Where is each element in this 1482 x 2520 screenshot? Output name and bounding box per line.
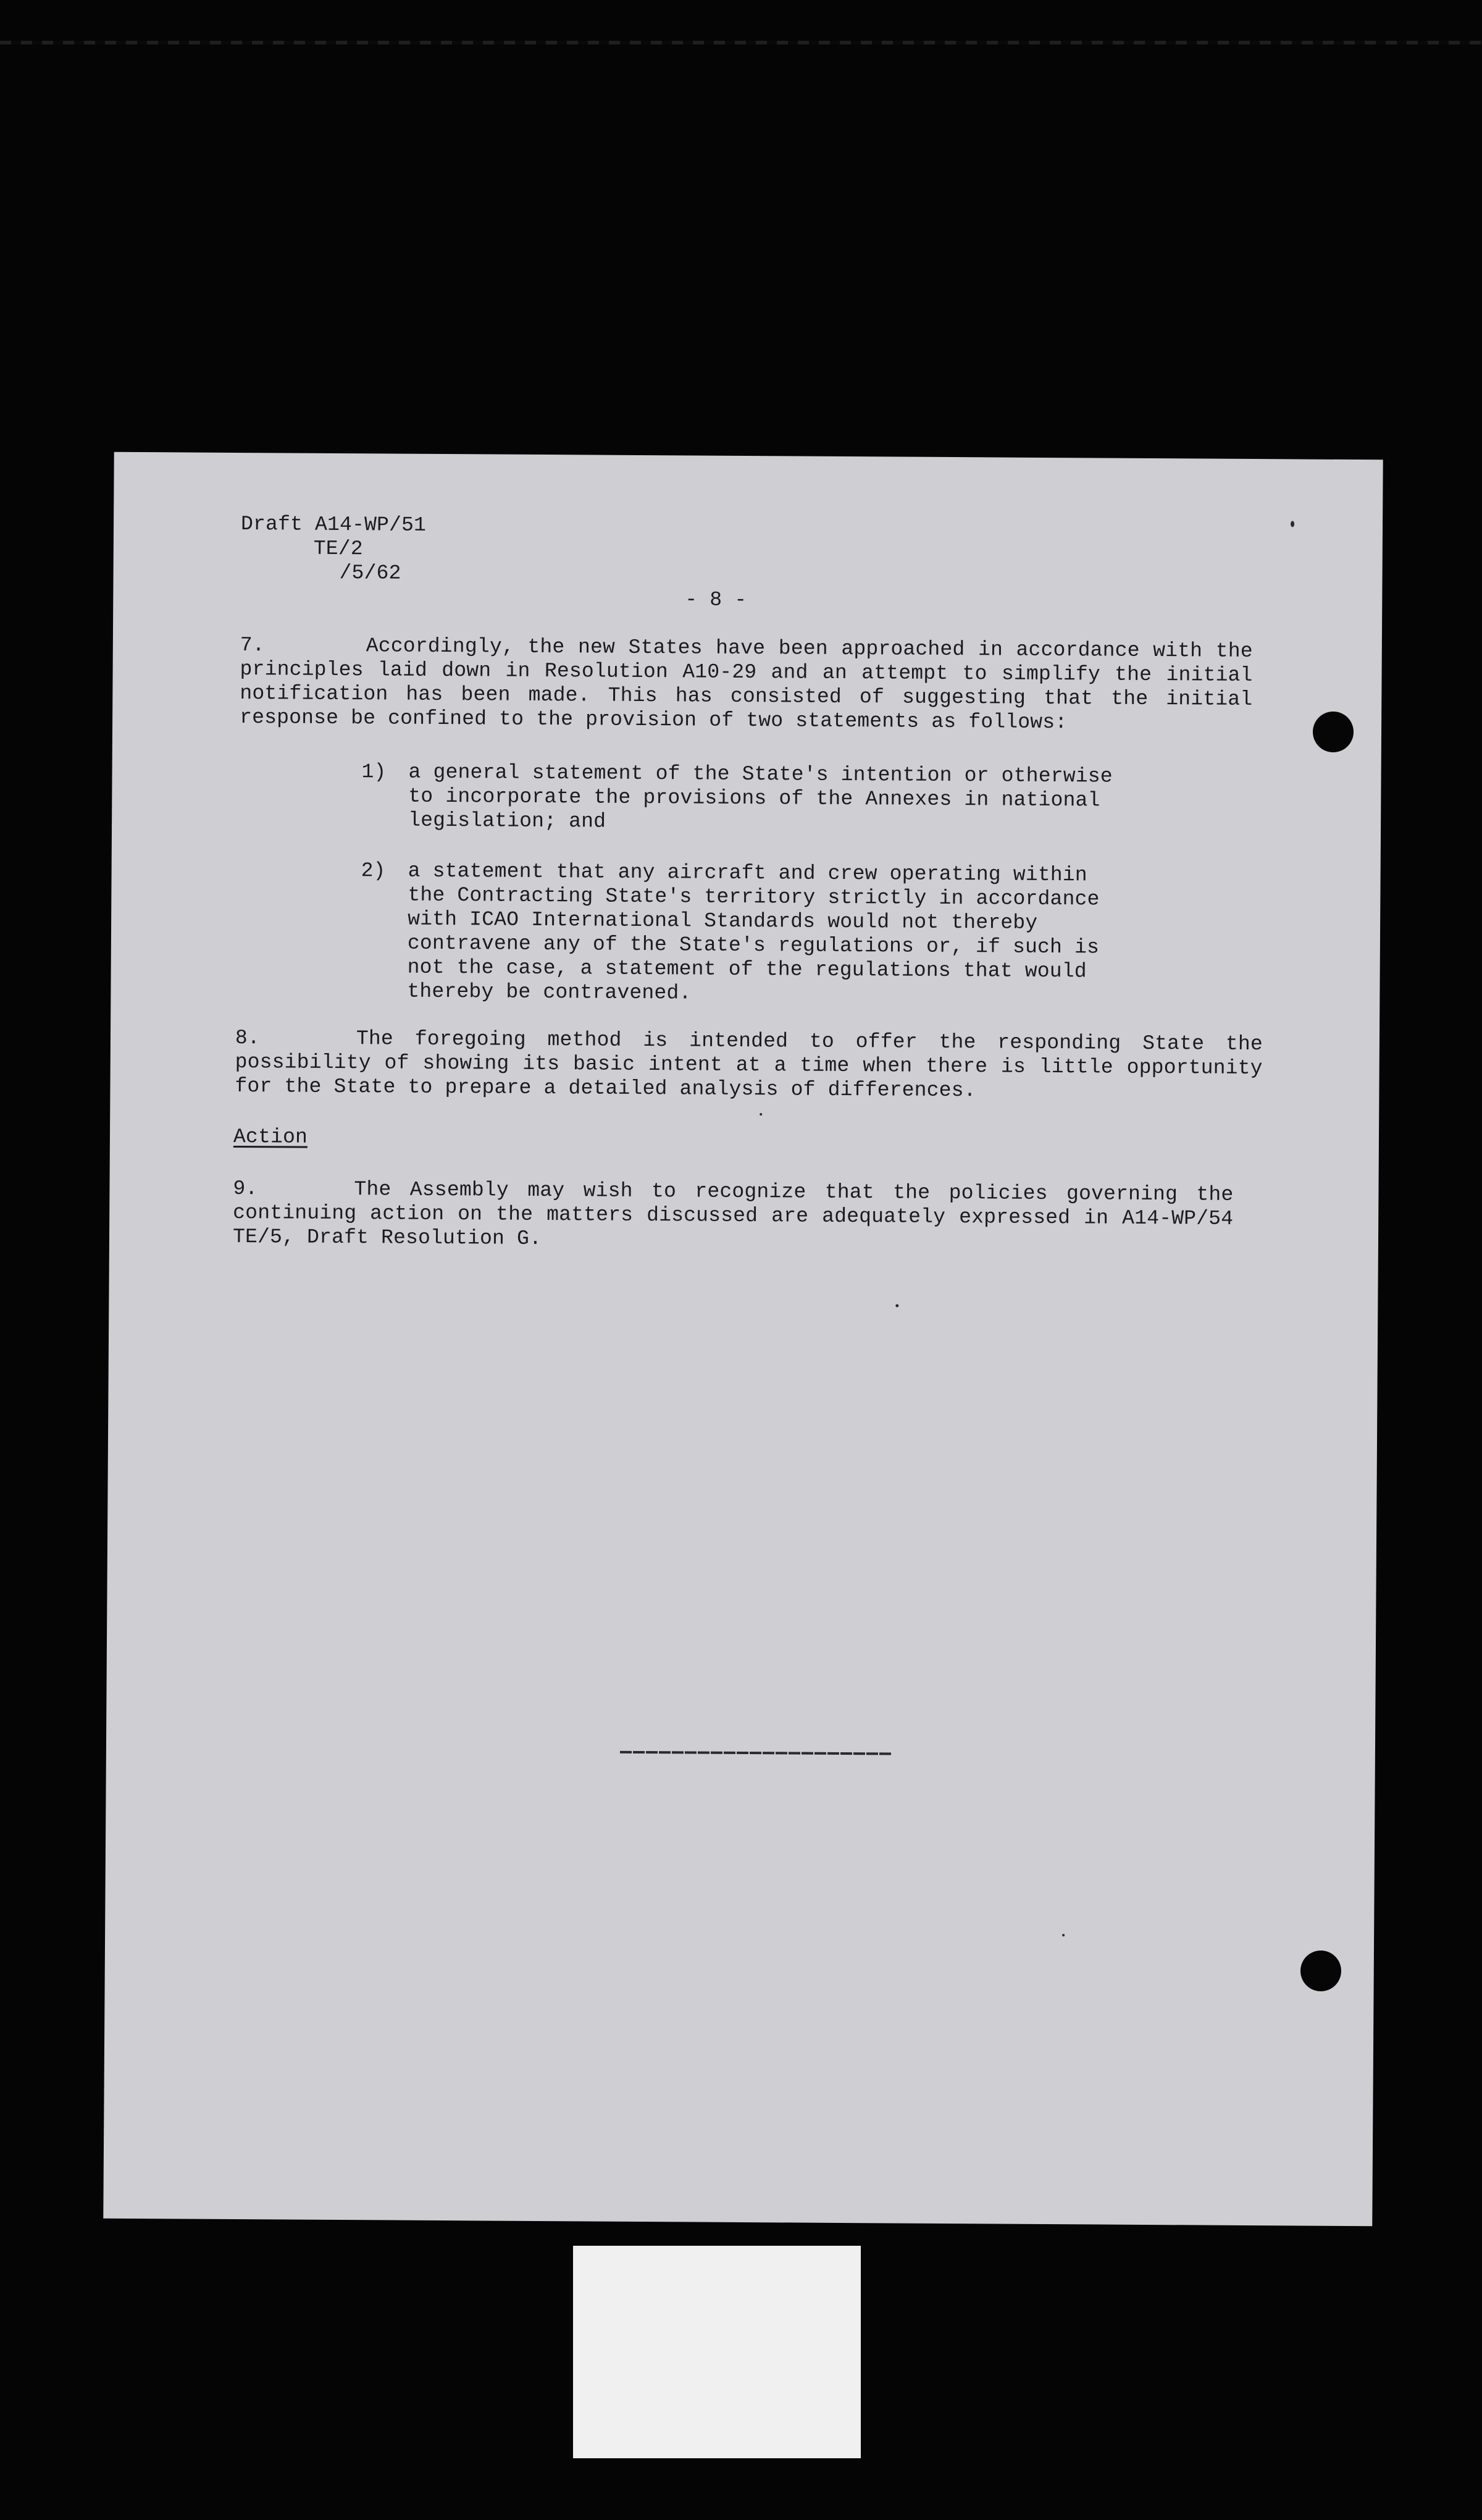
paragraph-7-text	[240, 633, 1253, 736]
document-reference	[240, 512, 426, 586]
punch-hole-bottom	[1300, 1951, 1341, 1991]
doc-ref-line-3: /5/62	[339, 561, 401, 585]
document-page	[103, 452, 1383, 2227]
paragraph-8-body: The foregoing method is intended to offer the responding State the possibility of showing its basic intent at a time when there is little opportunity for the State to prepare a detailed analysis of differences.	[235, 1027, 1263, 1102]
doc-ref-line-2: TE/2	[313, 537, 363, 561]
paragraph-8-text	[235, 1026, 1263, 1104]
paragraph-8-number: 8.	[235, 1026, 260, 1050]
action-heading: Action	[233, 1125, 308, 1149]
list-item-2-text: a statement that any aircraft and crew operating within the Contracting State's territory strictly in accordance with ICAO International Standards would not thereby contravene any of the State's regulations or, if such is not the case, a statement of the regulations that would thereby be contravened.	[407, 859, 1100, 1005]
film-edge	[0, 41, 1482, 44]
paragraph-9-body: The Assembly may wish to recognize that the policies governing the continuing action on the matters discussed are adequately expressed in A14-WP/54 TE/5, Draft Resolution G.	[232, 1178, 1234, 1251]
paper-speck	[895, 1304, 898, 1308]
end-of-document-rule	[620, 1751, 892, 1755]
paragraph-7-number: 7.	[240, 634, 265, 657]
paper-speck	[1062, 1934, 1065, 1936]
page-number: - 8 -	[685, 588, 747, 612]
paragraph-9-number: 9.	[233, 1177, 258, 1201]
paper-speck	[760, 1113, 762, 1115]
punch-hole-top	[1313, 712, 1354, 752]
list-item-1-number: 1)	[361, 760, 387, 784]
film-card	[573, 2246, 861, 2458]
paragraph-9-text	[233, 1177, 1234, 1255]
paper-speck	[1291, 521, 1294, 527]
doc-ref-line-1: Draft A14-WP/51	[240, 513, 427, 537]
list-item-1-text: a general statement of the State's intention or otherwise to incorporate the provisions of the Annexes in national legislation; and	[408, 760, 1113, 833]
paragraph-7-body: Accordingly, the new States have been approached in accordance with the principles laid down in Resolution A10-29 and an attempt to simplify the initial notification has been made. This has consisted of suggesting that the initial response be confined to the provision of two statements as follows:	[240, 634, 1253, 734]
list-item-2-number: 2)	[361, 859, 386, 883]
